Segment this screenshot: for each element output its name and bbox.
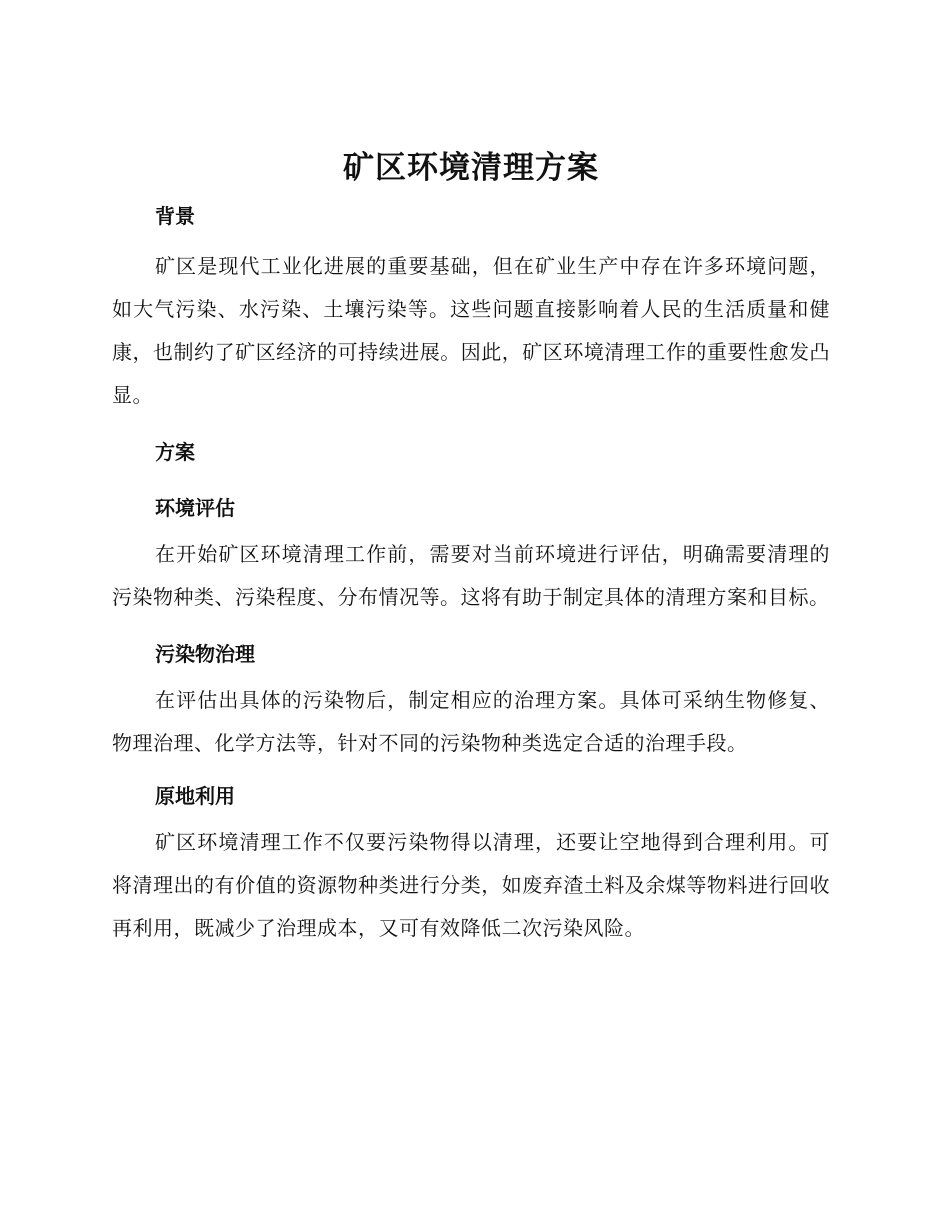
heading-background: 背景	[155, 204, 195, 229]
document-page	[112, 150, 830, 950]
heading-environment-assessment: 环境评估	[155, 496, 235, 521]
heading-pollution-treatment: 污染物治理	[155, 642, 255, 667]
heading-onsite-reuse: 原地利用	[155, 784, 235, 809]
paragraph-environment-assessment: 在开始矿区环境清理工作前，需要对当前环境进行评估，明确需要清理的污染物种类、污染程度、分布情况等。这将有助于制定具体的清理方案和目标。	[112, 542, 830, 610]
paragraph-onsite-reuse: 矿区环境清理工作不仅要污染物得以清理，还要让空地得到合理利用。可将清理出的有价值的资源物种类进行分类，如废弃渣土料及余煤等物料进行回收再利用，既减少了治理成本，又可有效降低二次污染风险。	[112, 830, 830, 941]
heading-plan: 方案	[155, 440, 195, 465]
document-title: 矿区环境清理方案	[343, 150, 599, 186]
paragraph-pollution-treatment: 在评估出具体的污染物后，制定相应的治理方案。具体可采纳生物修复、物理治理、化学方法等，针对不同的污染物种类选定合适的治理手段。	[112, 688, 830, 756]
paragraph-background: 矿区是现代工业化进展的重要基础，但在矿业生产中存在许多环境问题，如大气污染、水污染、土壤污染等。这些问题直接影响着人民的生活质量和健康，也制约了矿区经济的可持续进展。因此，矿区环境清理工作的重要性愈发凸显。	[112, 254, 830, 408]
